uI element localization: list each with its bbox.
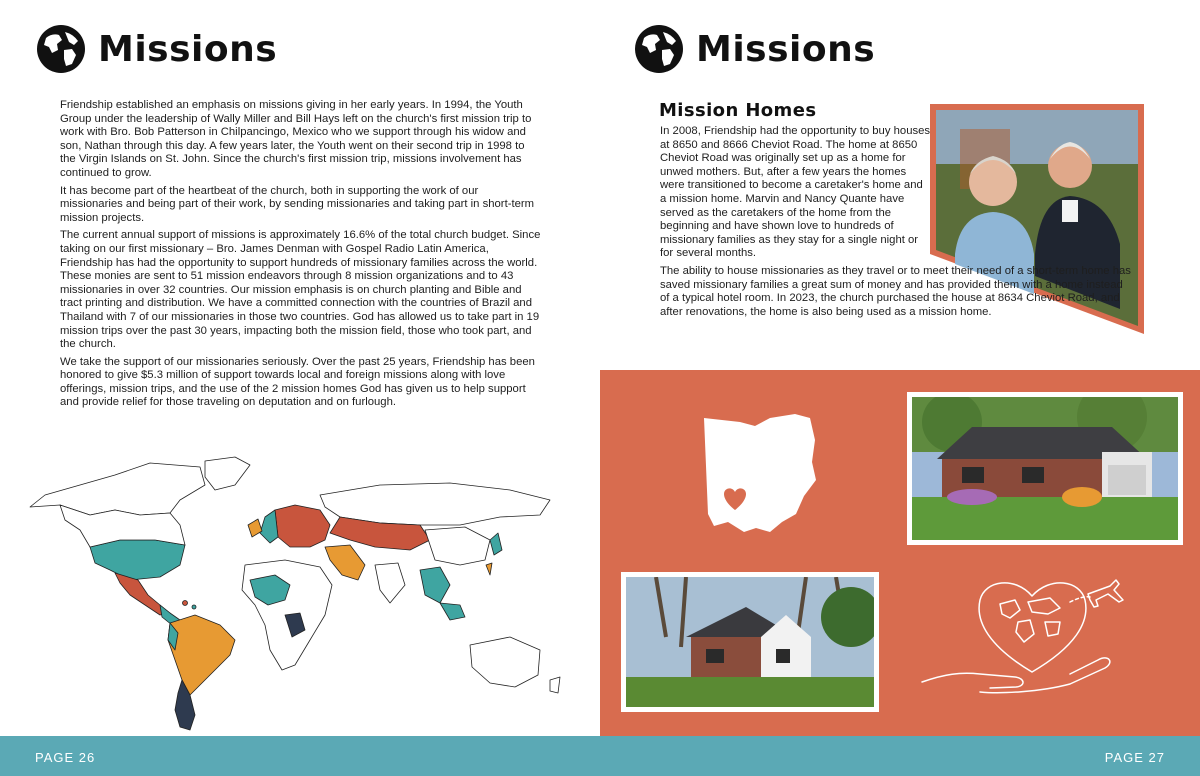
photo-panel	[600, 370, 1200, 736]
globe-icon	[36, 24, 86, 74]
page-number-right: PAGE 27	[1104, 750, 1165, 765]
left-heading	[36, 24, 277, 74]
mission-homes-text	[660, 125, 1160, 323]
page-title: Missions	[98, 28, 278, 70]
paragraph: Friendship established an emphasis on missions giving in her early years. In 1994, the Youth Group under the leadership of Wally Miller and Bill Hays left on the church's first mission trip to work with Bro. Bob Patterson in Chilpancingo, Mexico who we support through his widow and son, Nathan through this day. A few years later, the Youth went on their second trip in 1998 to the Virgin Islands on St. John. Since the church's first mission trip, missions involvement has continued to grow.	[60, 99, 532, 179]
missions-body-text	[60, 99, 542, 414]
world-map-illustration	[20, 455, 585, 735]
page-footer	[0, 736, 1200, 776]
ohio-heart-icon	[700, 410, 825, 540]
page-title: Missions	[696, 28, 876, 70]
mission-home-photo-1	[907, 392, 1183, 545]
paragraph: The ability to house missionaries as they travel or to meet their need of a short-term home has saved missionary families a great sum of money and has provided them with a home instead of a typical hotel room. In 2023, the church purchased the house at 8634 Cheviot Road, and after renovations, the home is also being used as a mission home.	[660, 264, 1131, 318]
paragraph: The current annual support of missions is approximately 16.6% of the total church budget. Since taking on our first missionary – Bro. James Denman with Gospel Radio Latin America, Friendship has had the opportunity to support hundreds of missionary families across the world. These monies are sent to 51 mission endeavors through 8 mission organizations and to 43 missionaries in over 32 countries. Our mission emphasis is on church planting and Bible and tract printing and distribution. We have a committed connection with the countries of Brazil and Thailand with 7 of our missionaries in those two countries. God has allowed us to take part in 19 mission trips over the past 30 years, impacting both the mission field, those who took part, and the church.	[60, 229, 541, 351]
right-page	[600, 0, 1200, 736]
paragraph: It has become part of the heartbeat of the church, both in supporting the work of our missionaries and being part of their work, by sending missionaries and taking part in short-term mission projects.	[60, 184, 535, 224]
mission-homes-heading: Mission Homes	[659, 100, 817, 121]
mission-home-photo-2	[621, 572, 879, 712]
globe-icon	[634, 24, 684, 74]
right-heading	[634, 24, 875, 74]
paragraph: We take the support of our missionaries seriously. Over the past 25 years, Friendship has been honored to give $5.3 million of support towards local and foreign missions along with love offerings, mission trips, and the use of the 2 mission homes God has given us to help support and provide relief for those traveling on deputation and on furlough.	[60, 355, 535, 409]
world-heart-hand-icon	[920, 562, 1145, 702]
page-number-left: PAGE 26	[35, 750, 96, 765]
paragraph: In 2008, Friendship had the opportunity to buy houses at 8650 and 8666 Cheviot Road. The home at 8650 Cheviot Road was originally set up as a home for unwed mothers. But, after a few years the homes were transitioned to become a caretaker's home and a mission home. Marvin and Nancy Quante have served as the caretakers of the home from the beginning and have shown love to hundreds of missionary families as they stay for a single night or for several months.	[660, 125, 931, 260]
left-page	[0, 0, 600, 736]
